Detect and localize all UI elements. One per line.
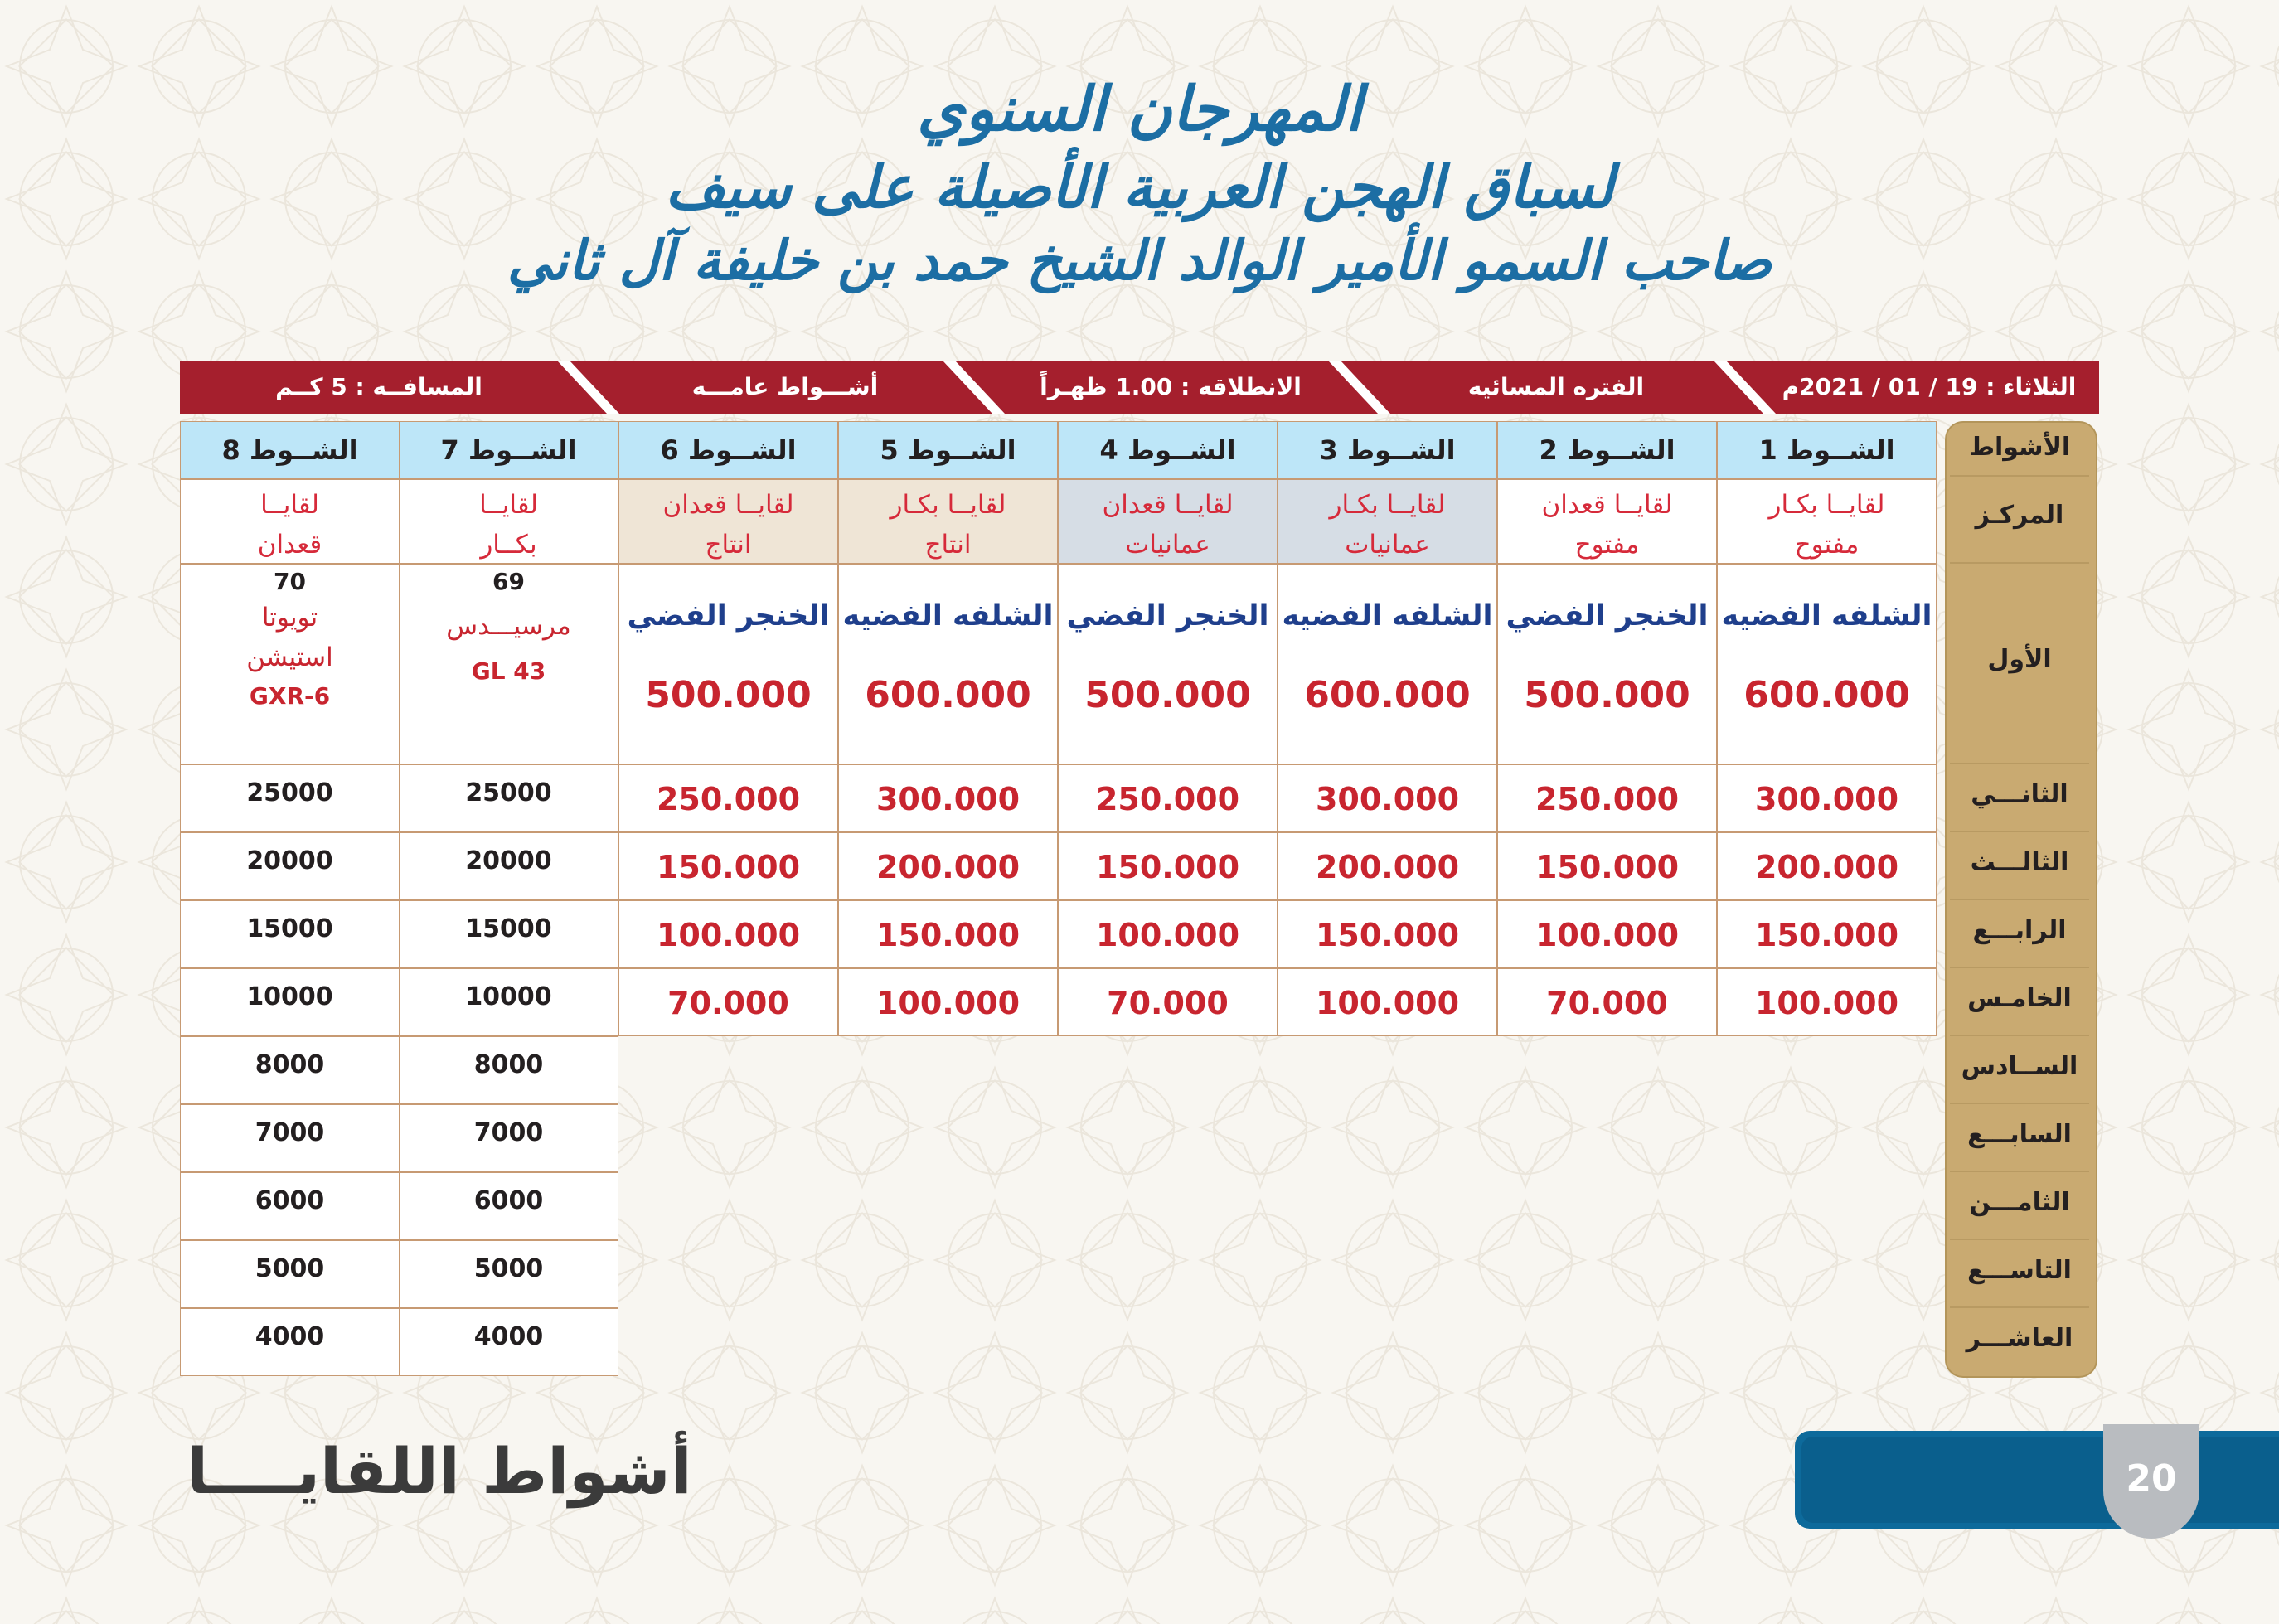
prize-cell: 150.000 — [1497, 832, 1717, 900]
prize-cell: 200.000 — [1278, 832, 1497, 900]
prize-cell: 6000 — [180, 1172, 400, 1240]
title-line-1: المهرجان السنوي — [917, 74, 1362, 145]
first-prize-cell — [1278, 564, 1497, 764]
category-line-1: لقايــا بكـار — [1329, 490, 1446, 520]
race-category — [1278, 479, 1497, 564]
row-separator — [1950, 763, 2089, 764]
prize-cell: 100.000 — [618, 900, 838, 968]
row-separator — [1950, 1171, 2089, 1172]
row-label-position: المركـز — [1975, 501, 2064, 530]
prize-cell: 70.000 — [1497, 968, 1717, 1036]
car-prize-line-1: مرسيـــدس — [446, 611, 571, 641]
prize-cell: 4000 — [180, 1308, 400, 1376]
prize-cell: 100.000 — [838, 968, 1058, 1036]
title-line-2: لسباق الهجن العربية الأصيلة على سيف — [665, 153, 1614, 221]
prize-cell: 250.000 — [1058, 764, 1278, 832]
category-line-2: عمانيات — [1345, 530, 1430, 560]
category-line-2: عمانيات — [1125, 530, 1210, 560]
race-header: الشــوط 3 — [1278, 421, 1497, 479]
row-separator — [1950, 899, 2089, 900]
prize-name: الشلفه الفضيه — [1282, 599, 1493, 633]
row-separator — [1950, 1239, 2089, 1240]
prize-cell: 150.000 — [838, 900, 1058, 968]
first-prize-cell — [618, 564, 838, 764]
prize-cell: 8000 — [180, 1036, 400, 1104]
prize-name: الشلفه الفضيه — [1721, 599, 1932, 633]
first-prize-cell — [1058, 564, 1278, 764]
category-line-2: قعدان — [257, 530, 322, 560]
section-title: أشواط اللقايــــا — [187, 1434, 692, 1508]
row-label-8th: الثامـــن — [1969, 1188, 2070, 1217]
race-category — [1058, 479, 1278, 564]
first-prize-cell — [838, 564, 1058, 764]
category-line-1: لقايــا قعدان — [662, 490, 794, 520]
race-header: الشــوط 7 — [399, 421, 618, 479]
row-separator — [1950, 1103, 2089, 1104]
prize-cell: 25000 — [399, 764, 618, 832]
first-prize-cell — [1717, 564, 1937, 764]
row-separator — [1950, 562, 2089, 564]
category-line-2: انتاج — [924, 530, 972, 560]
row-label-corner: الأشواط — [1968, 433, 2071, 462]
prize-amount: 500.000 — [1524, 674, 1690, 716]
car-prize-number: 69 — [492, 568, 525, 595]
prize-cell: 150.000 — [1717, 900, 1937, 968]
row-separator — [1950, 1306, 2089, 1308]
prize-cell: 150.000 — [1278, 900, 1497, 968]
row-label-6th: الســادس — [1961, 1052, 2078, 1081]
category-line-2: انتاج — [705, 530, 752, 560]
prize-cell: 5000 — [180, 1240, 400, 1308]
prize-amount: 600.000 — [1743, 674, 1910, 716]
prize-cell: 20000 — [399, 832, 618, 900]
strip-distance: المسافــه : 5 كــم — [275, 373, 482, 400]
race-category — [1717, 479, 1937, 564]
title-line-3: صاحب السمو الأمير الوالد الشيخ حمد بن خليفة آل ثاني — [507, 228, 1772, 293]
prize-cell: 70.000 — [618, 968, 838, 1036]
prize-name: الخنجر الفضي — [1066, 599, 1269, 633]
prize-cell: 20000 — [180, 832, 400, 900]
row-separator — [1950, 1035, 2089, 1036]
prize-cell: 4000 — [399, 1308, 618, 1376]
page-tab-inner — [1801, 1437, 2279, 1523]
prize-cell: 8000 — [399, 1036, 618, 1104]
race-category — [1497, 479, 1717, 564]
prize-cell: 150.000 — [618, 832, 838, 900]
race-header: الشــوط 4 — [1058, 421, 1278, 479]
prize-amount: 500.000 — [645, 674, 812, 716]
car-prize-line-1: تويوتا — [261, 603, 318, 633]
prize-name: الخنجر الفضي — [1506, 599, 1709, 633]
car-prize-line-2: GL 43 — [471, 657, 546, 685]
prize-cell: 200.000 — [1717, 832, 1937, 900]
prize-cell: 10000 — [399, 968, 618, 1036]
car-prize-number: 70 — [274, 568, 306, 595]
row-separator — [1950, 967, 2089, 968]
prize-cell: 250.000 — [1497, 764, 1717, 832]
strip-period: الفتره المسائيه — [1467, 373, 1645, 400]
race-category — [399, 479, 618, 564]
strip-date: الثلاثاء : 19 / 01 / 2021م — [1782, 373, 2077, 400]
prize-cell: 100.000 — [1058, 900, 1278, 968]
category-line-1: لقايــا — [260, 490, 319, 520]
prize-cell: 70.000 — [1058, 968, 1278, 1036]
prize-cell: 10000 — [180, 968, 400, 1036]
prize-cell: 250.000 — [618, 764, 838, 832]
prize-cell: 7000 — [399, 1104, 618, 1172]
race-header: الشــوط 5 — [838, 421, 1058, 479]
prize-cell: 100.000 — [1278, 968, 1497, 1036]
row-label-9th: التاســـع — [1967, 1256, 2072, 1285]
first-prize-cell — [399, 564, 618, 764]
first-prize-cell — [1497, 564, 1717, 764]
prize-cell: 5000 — [399, 1240, 618, 1308]
prize-cell: 6000 — [399, 1172, 618, 1240]
car-prize-line-2: استيشن — [246, 642, 333, 672]
category-line-2: بكــار — [480, 530, 537, 560]
page-number: 20 — [2126, 1457, 2177, 1500]
car-prize-line-3: GXR-6 — [249, 682, 331, 710]
prize-cell: 300.000 — [1278, 764, 1497, 832]
prize-cell: 7000 — [180, 1104, 400, 1172]
row-label-3rd: الثالـــث — [1970, 848, 2069, 877]
prize-cell: 15000 — [399, 900, 618, 968]
strip-start-time: الانطلاقه : 1.00 ظهـراً — [1040, 373, 1302, 400]
race-header: الشــوط 8 — [180, 421, 400, 479]
info-strip — [180, 361, 2099, 414]
row-label-10th: العاشـــر — [1966, 1324, 2073, 1353]
row-label-7th: السابـــع — [1967, 1120, 2072, 1149]
category-line-1: لقايــا قعدان — [1102, 490, 1234, 520]
race-header: الشــوط 2 — [1497, 421, 1717, 479]
category-line-1: لقايــا قعدان — [1541, 490, 1673, 520]
prize-cell: 150.000 — [1058, 832, 1278, 900]
row-separator — [1950, 831, 2089, 832]
race-category — [180, 479, 400, 564]
prize-cell: 100.000 — [1497, 900, 1717, 968]
strip-races-type: أشـــواط عامـــه — [691, 373, 879, 400]
category-line-2: مفتوح — [1574, 530, 1640, 560]
category-line-1: لقايــا بكـار — [890, 490, 1006, 520]
row-label-4th: الرابـــع — [1972, 916, 2067, 945]
prize-cell: 200.000 — [838, 832, 1058, 900]
title-calligraphy — [0, 74, 2279, 293]
category-line-2: مفتوح — [1794, 530, 1860, 560]
race-header: الشــوط 1 — [1717, 421, 1937, 479]
prize-name: الشلفه الفضيه — [842, 599, 1054, 633]
prize-cell: 15000 — [180, 900, 400, 968]
prize-amount: 500.000 — [1084, 674, 1251, 716]
race-category — [618, 479, 838, 564]
first-prize-cell — [180, 564, 400, 764]
prize-amount: 600.000 — [865, 674, 1031, 716]
prize-name: الخنجر الفضي — [627, 599, 830, 633]
prize-cell: 25000 — [180, 764, 400, 832]
prize-amount: 600.000 — [1304, 674, 1471, 716]
prize-cell: 100.000 — [1717, 968, 1937, 1036]
row-label-5th: الخامـس — [1967, 984, 2072, 1013]
category-line-1: لقايــا بكـار — [1768, 490, 1885, 520]
race-header: الشــوط 6 — [618, 421, 838, 479]
category-line-1: لقايــا — [479, 490, 538, 520]
prize-cell: 300.000 — [1717, 764, 1937, 832]
row-separator — [1950, 475, 2089, 477]
row-label-1st: الأول — [1987, 645, 2052, 674]
race-category — [838, 479, 1058, 564]
row-label-2nd: الثانـــي — [1971, 780, 2068, 809]
prize-cell: 300.000 — [838, 764, 1058, 832]
